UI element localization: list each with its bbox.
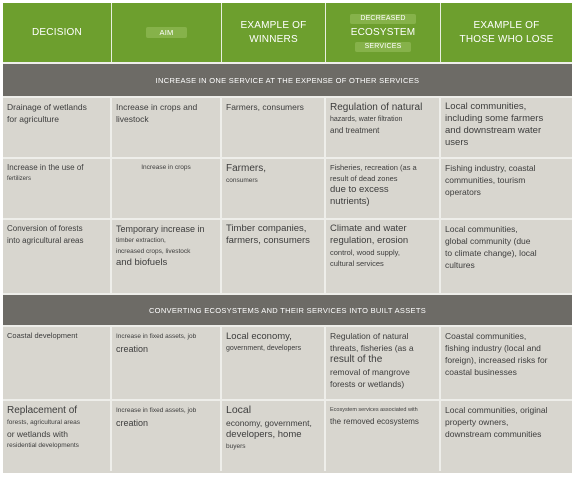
cell-ecosystem-part: Climate and water regulation, erosion bbox=[330, 223, 409, 246]
cell-decision bbox=[3, 159, 112, 218]
cell-winners-part: consumers bbox=[226, 177, 258, 184]
header-ecosystem bbox=[326, 3, 441, 62]
cell-winners-part: developers, home bbox=[226, 429, 302, 440]
cell-ecosystem-part: removal of mangrove forests or wetlands) bbox=[330, 367, 410, 389]
cell-aim bbox=[112, 327, 222, 399]
cell-decision: Conversion of forests into agricultural areas bbox=[3, 220, 112, 293]
cell-ecosystem-part: result of the bbox=[330, 354, 383, 365]
header-losers bbox=[441, 3, 572, 62]
cell-aim bbox=[112, 401, 222, 471]
table-row bbox=[3, 159, 572, 220]
tradeoffs-table bbox=[3, 3, 572, 473]
header-losers-line2: THOSE WHO LOSE bbox=[459, 33, 554, 45]
cell-decision-part: forests, agricultural areas bbox=[7, 419, 80, 426]
cell-winners bbox=[222, 327, 326, 399]
header-losers-line1: EXAMPLE OF bbox=[473, 19, 540, 31]
table-row bbox=[3, 401, 572, 471]
header-ecosystem-line2: ECOSYSTEM bbox=[350, 26, 416, 38]
header-ecosystem-line1: DECREASED bbox=[350, 14, 415, 24]
cell-ecosystem-part: Ecosystem services associated with bbox=[330, 407, 418, 413]
cell-ecosystem-part: Regulation of natural bbox=[330, 102, 423, 113]
table-row bbox=[3, 220, 572, 295]
cell-aim-part: Increase in fixed assets, job bbox=[116, 407, 197, 414]
cell-winners: Timber companies, farmers, consumers bbox=[222, 220, 326, 293]
header-ecosystem-line3: SERVICES bbox=[355, 42, 412, 52]
cell-ecosystem-part: hazards, water filtration bbox=[330, 116, 403, 123]
header-decision bbox=[3, 3, 112, 62]
cell-ecosystem bbox=[326, 98, 441, 157]
cell-ecosystem-part: Fisheries, recreation (as a result of dead zones bbox=[330, 163, 417, 183]
cell-losers: Local communities, global community (due to climate change), local cultures bbox=[445, 224, 537, 270]
header-aim bbox=[112, 3, 222, 62]
table-header bbox=[3, 3, 572, 64]
cell-winners-part: government, developers bbox=[226, 345, 302, 352]
cell-winners: Farmers, consumers bbox=[222, 98, 326, 157]
cell-winners-part: Local bbox=[226, 404, 252, 416]
cell-ecosystem-part: and treatment bbox=[330, 126, 380, 135]
cell-winners-part: economy, government, bbox=[226, 418, 312, 428]
header-winners-line2: WINNERS bbox=[249, 33, 298, 45]
header-aim-label: AIM bbox=[146, 27, 188, 38]
cell-aim-part: timber extraction, increased crops, livestock bbox=[116, 237, 191, 255]
cell-ecosystem-part: due to excess nutrients) bbox=[330, 184, 389, 207]
cell-decision-part: Replacement of bbox=[7, 405, 78, 416]
cell-winners-part: Local economy, bbox=[226, 331, 292, 342]
header-winners-line1: EXAMPLE OF bbox=[240, 19, 307, 31]
header-winners bbox=[222, 3, 326, 62]
table-row bbox=[3, 98, 572, 159]
cell-aim-part: creation bbox=[116, 418, 149, 428]
cell-ecosystem-part: the removed ecosystems bbox=[330, 417, 419, 426]
cell-aim: Increase in crops and livestock bbox=[112, 98, 222, 157]
cell-winners-part: Farmers, bbox=[226, 163, 266, 174]
cell-decision bbox=[3, 401, 112, 471]
cell-ecosystem bbox=[326, 327, 441, 399]
table-row bbox=[3, 327, 572, 401]
cell-aim bbox=[112, 220, 222, 293]
cell-decision: Drainage of wetlands for agriculture bbox=[3, 98, 112, 157]
cell-winners bbox=[222, 159, 326, 218]
cell-ecosystem bbox=[326, 220, 441, 293]
cell-winners-part: buyers bbox=[226, 443, 246, 450]
cell-ecosystem bbox=[326, 159, 441, 218]
cell-aim-part: and biofuels bbox=[116, 257, 168, 268]
cell-ecosystem-part: control, wood supply, cultural services bbox=[330, 248, 400, 268]
section-title: INCREASE IN ONE SERVICE AT THE EXPENSE OF OTHER SERVICES bbox=[3, 64, 572, 98]
cell-losers: Local communities, including some farmers and downstream water users bbox=[445, 101, 544, 148]
cell-aim-part: creation bbox=[116, 344, 149, 354]
section-title: CONVERTING ECOSYSTEMS AND THEIR SERVICES INTO BUILT ASSETS bbox=[3, 295, 572, 327]
cell-decision-part: Increase in the use of bbox=[7, 163, 84, 172]
cell-decision-part: fertilizers bbox=[7, 176, 32, 182]
cell-decision: Coastal development bbox=[3, 327, 112, 399]
cell-losers: Coastal communities, fishing industry (local and foreign), increased risks for coastal businesses bbox=[445, 331, 548, 377]
cell-decision-part: residential developments bbox=[7, 442, 79, 449]
cell-losers: Fishing industry, coastal communities, tourism operators bbox=[445, 163, 536, 197]
cell-winners bbox=[222, 401, 326, 471]
cell-losers: Local communities, original property owners, downstream communities bbox=[445, 405, 548, 439]
cell-decision-part: or wetlands with bbox=[7, 429, 68, 439]
cell-ecosystem bbox=[326, 401, 441, 471]
header-decision-label: DECISION bbox=[32, 26, 82, 38]
cell-aim: Increase in crops bbox=[112, 159, 222, 218]
cell-ecosystem-part: Regulation of natural threats, fisheries (as a bbox=[330, 331, 414, 353]
cell-aim-part: Temporary increase in bbox=[116, 224, 205, 234]
cell-aim-part: Increase in fixed assets, job bbox=[116, 333, 197, 340]
